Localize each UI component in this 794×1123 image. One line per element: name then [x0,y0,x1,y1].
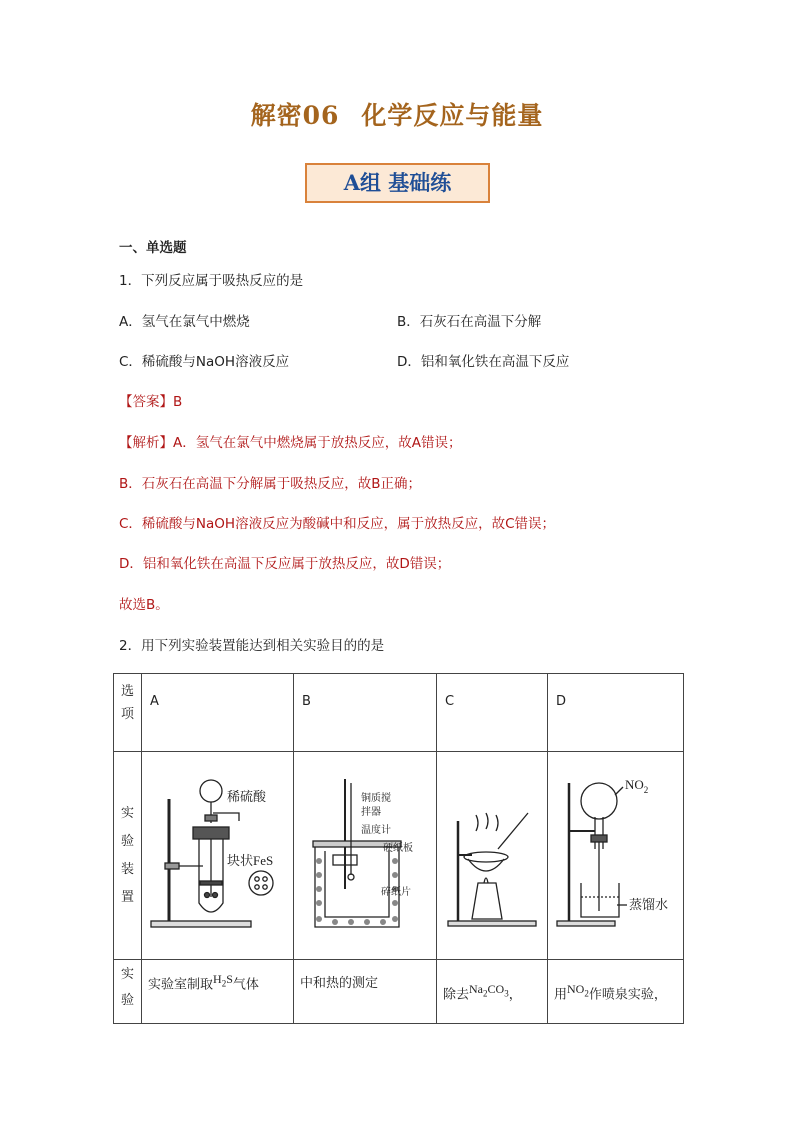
fig-a-label-fes: 块状FeS [226,852,273,868]
q2-table [113,673,684,1024]
answer-tag: 【答案】 [119,394,173,410]
fig-a-label-acid: 稀硫酸 [226,788,266,804]
q1-analysis-line-2: B．石灰石在高温下分解属于吸热反应，故B正确； [119,476,422,492]
apparatus-c [437,752,548,960]
fig-b-label-paper: 碎纸片 [381,886,411,898]
row-label-purpose: 实验 [114,960,142,1024]
purpose-d: 用$^{NO_2}$作喷泉实验， [548,960,684,1024]
col-head-b: B [294,674,437,752]
fig-b-label-stirrer-1: 铜质搅 [361,792,391,804]
q1-analysis-line-3: C．稀硫酸与NaOH溶液反应为酸碱中和反应，属于放热反应，故C错误； [119,516,556,532]
purpose-b: 中和热的测定 [294,960,437,1024]
q1-analysis-line-5: 故选B。 [119,597,169,613]
q1-option-a: A．氢气在氯气中燃烧 [119,314,250,330]
question-1-stem: 1．下列反应属于吸热反应的是 [119,273,304,289]
q1-analysis-line-4: D．铝和氧化铁在高温下反应属于放热反应，故D错误； [119,556,451,572]
evaporation-figure [442,771,542,941]
fig-b-label-cardboard: 硬纸板 [383,842,413,854]
col-head-c: C [437,674,548,752]
h2s-generator-figure [143,771,293,941]
title-code: 解密06 [250,101,340,130]
purpose-c: 除去$^{Na_2CO_3}$， [437,960,548,1024]
row-label-apparatus: 实验装置 [114,752,142,960]
q1-option-d: D．铝和氧化铁在高温下反应 [397,354,570,370]
section-heading: 一、单选题 [119,240,187,256]
calorimeter-figure [295,771,435,941]
col-head-a: A [142,674,294,752]
purpose-a: 实验室制取$^{H_2S}$气体 [142,960,294,1024]
q1-option-b: B．石灰石在高温下分解 [397,314,542,330]
page-title [0,96,794,132]
fig-b-label-thermometer: 温度计 [361,824,391,836]
apparatus-a [142,752,294,960]
fig-d-label-no2: $NO_2$ [624,776,648,795]
apparatus-d [548,752,684,960]
apparatus-b [294,752,437,960]
title-topic: 化学反应与能量 [361,101,544,130]
q1-option-c: C．稀硫酸与NaOH溶液反应 [119,354,290,370]
question-2-stem: 2．用下列实验装置能达到相关实验目的的是 [119,638,385,654]
answer-value: B [173,394,183,410]
fountain-figure [551,771,681,941]
fig-b-label-stirrer-2: 拌器 [361,806,381,818]
q1-analysis-line-1: 【解析】A．氢气在氯气中燃烧属于放热反应，故A错误； [119,435,462,451]
q1-answer [119,390,182,410]
row-label-options: 选项 [114,674,142,752]
analysis-tag: 【解析】 [119,435,173,451]
fig-d-label-water: 蒸馏水 [628,896,668,912]
group-heading: A组 基础练 [305,163,490,203]
col-head-d: D [548,674,684,752]
